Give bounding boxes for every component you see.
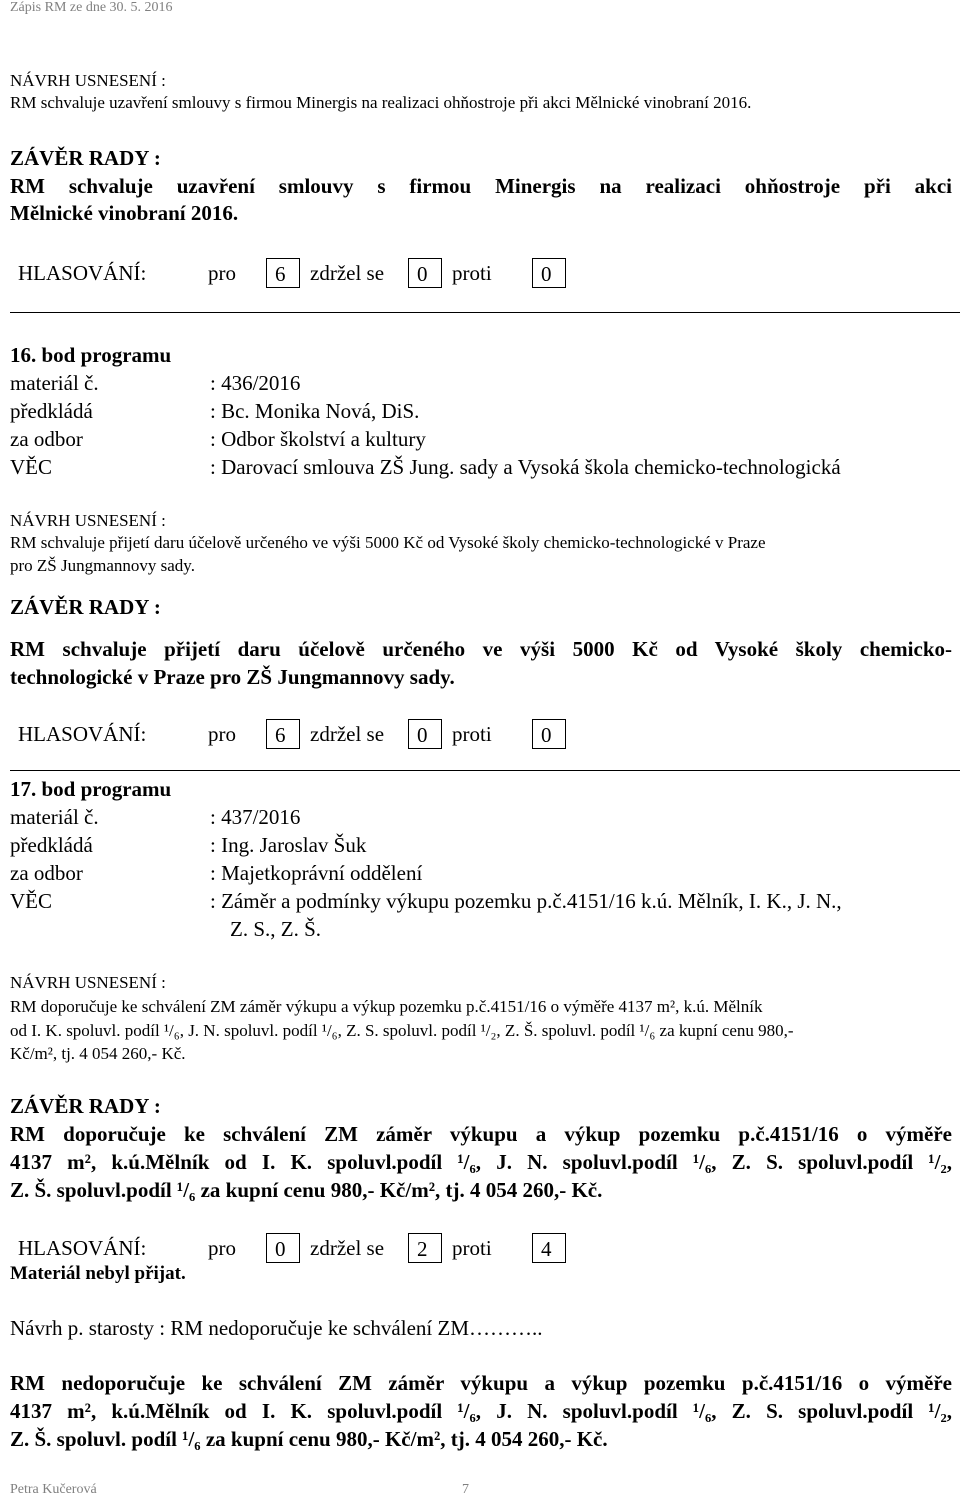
vec-label: VĚC xyxy=(10,889,52,913)
bod-programu-title: 17. bod programu xyxy=(10,777,172,801)
zaver-rady-text: Z. Š. spoluvl.podíl ¹/₆ za kupní cenu 980,- Kč/m², tj. 4 054 260,- Kč. xyxy=(10,1178,603,1202)
navrh-usneseni-text: od I. K. spoluvl. podíl ¹/₆, J. N. spoluvl. podíl ¹/₆, Z. S. spoluvl. podíl ¹/₂, Z. Š. spoluvl. podíl ¹/₆ za kupní cenu 980,- xyxy=(10,1021,794,1040)
pro-label: pro xyxy=(208,722,236,747)
proti-label: proti xyxy=(452,1236,492,1261)
zdrzel-count: 2 xyxy=(408,1233,442,1263)
final-usneseni-text: RM nedoporučuje ke schválení ZM záměr výkupu a výkup pozemku p.č.4151/16 o výměře xyxy=(10,1371,952,1395)
zaodbor-label: za odbor xyxy=(10,427,83,451)
zaver-rady-label: ZÁVĚR RADY : xyxy=(10,595,161,619)
navrh-usneseni-label: NÁVRH USNESENÍ : xyxy=(10,511,166,530)
pro-count: 6 xyxy=(266,719,300,749)
zdrzel-count: 0 xyxy=(408,258,442,288)
final-usneseni-text: Z. Š. spoluvl. podíl ¹/₆ za kupní cenu 980,- Kč/m², tj. 4 054 260,- Kč. xyxy=(10,1427,608,1451)
hlasovani-label: HLASOVÁNÍ: xyxy=(18,261,147,286)
hlasovani-label: HLASOVÁNÍ: xyxy=(18,1236,147,1261)
navrh-usneseni-text: pro ZŠ Jungmannovy sady. xyxy=(10,556,195,575)
pro-count: 0 xyxy=(266,1233,300,1263)
proti-count: 0 xyxy=(532,258,566,288)
hlasovani-row xyxy=(18,1230,566,1264)
vec-label: VĚC xyxy=(10,455,52,479)
zaver-rady-text: 4137 m², k.ú.Mělník od I. K. spoluvl.podíl ¹/₆, J. N. spoluvl.podíl ¹/₆, Z. S. spoluvl.podíl ¹/₂, xyxy=(10,1150,952,1174)
zaver-rady-label: ZÁVĚR RADY : xyxy=(10,146,161,170)
predklada-label: předkládá xyxy=(10,833,93,857)
pro-count: 6 xyxy=(266,258,300,288)
footer-author: Petra Kučerová xyxy=(10,1482,97,1497)
page-header: Zápis RM ze dne 30. 5. 2016 xyxy=(10,0,173,15)
proti-label: proti xyxy=(452,722,492,747)
final-usneseni-text: 4137 m², k.ú.Mělník od I. K. spoluvl.podíl ¹/₆, J. N. spoluvl.podíl ¹/₆, Z. S. spoluvl.podíl ¹/₂, xyxy=(10,1399,952,1423)
section-divider xyxy=(10,770,960,771)
zdrzel-label: zdržel se xyxy=(310,1236,385,1261)
page-number: 7 xyxy=(462,1482,469,1497)
vec-value: Z. S., Z. Š. xyxy=(230,917,322,941)
material-nebyl-prijat: Materiál nebyl přijat. xyxy=(10,1263,186,1284)
vec-value: : Záměr a podmínky výkupu pozemku p.č.4151/16 k.ú. Mělník, I. K., J. N., xyxy=(210,889,842,913)
zaodbor-value: : Odbor školství a kultury xyxy=(210,427,426,451)
pro-label: pro xyxy=(208,261,236,286)
zaver-rady-text: technologické v Praze pro ZŠ Jungmannovy sady. xyxy=(10,665,455,689)
zdrzel-label: zdržel se xyxy=(310,722,385,747)
navrh-starosty: Návrh p. starosty : RM nedoporučuje ke schválení ZM……….. xyxy=(10,1316,543,1340)
navrh-usneseni-label: NÁVRH USNESENÍ : xyxy=(10,973,166,992)
predklada-value: : Ing. Jaroslav Šuk xyxy=(210,833,367,857)
hlasovani-label: HLASOVÁNÍ: xyxy=(18,722,147,747)
hlasovani-row xyxy=(18,255,566,289)
predklada-label: předkládá xyxy=(10,399,93,423)
navrh-usneseni-text: RM doporučuje ke schválení ZM záměr výkupu a výkup pozemku p.č.4151/16 o výměře 4137 m², k.ú. Mělník xyxy=(10,997,763,1016)
pro-label: pro xyxy=(208,1236,236,1261)
navrh-usneseni-label: NÁVRH USNESENÍ : xyxy=(10,71,166,90)
zdrzel-count: 0 xyxy=(408,719,442,749)
zaodbor-value: : Majetkoprávní oddělení xyxy=(210,861,423,885)
bod-programu-title: 16. bod programu xyxy=(10,343,172,367)
material-label: materiál č. xyxy=(10,371,99,395)
proti-count: 0 xyxy=(532,719,566,749)
zaver-rady-text: RM schvaluje přijetí daru účelově určeného ve výši 5000 Kč od Vysoké školy chemicko- xyxy=(10,637,952,661)
zaver-rady-text: RM doporučuje ke schválení ZM záměr výkupu a výkup pozemku p.č.4151/16 o výměře xyxy=(10,1122,952,1146)
proti-label: proti xyxy=(452,261,492,286)
zaver-rady-text: Mělnické vinobraní 2016. xyxy=(10,201,239,225)
proti-count: 4 xyxy=(532,1233,566,1263)
zaver-rady-text: RM schvaluje uzavření smlouvy s firmou Minergis na realizaci ohňostroje při akci xyxy=(10,174,952,198)
vec-value: : Darovací smlouva ZŠ Jung. sady a Vysoká škola chemicko-technologická xyxy=(210,455,841,479)
predklada-value: : Bc. Monika Nová, DiS. xyxy=(210,399,420,423)
section-divider xyxy=(10,312,960,313)
zdrzel-label: zdržel se xyxy=(310,261,385,286)
material-value: : 436/2016 xyxy=(210,371,301,395)
navrh-usneseni-text: Kč/m², tj. 4 054 260,- Kč. xyxy=(10,1044,186,1063)
material-label: materiál č. xyxy=(10,805,99,829)
navrh-usneseni-text: RM schvaluje uzavření smlouvy s firmou Minergis na realizaci ohňostroje při akci Mělnické vinobraní 2016. xyxy=(10,93,752,112)
material-value: : 437/2016 xyxy=(210,805,301,829)
hlasovani-row xyxy=(18,716,566,750)
zaodbor-label: za odbor xyxy=(10,861,83,885)
navrh-usneseni-text: RM schvaluje přijetí daru účelově určeného ve výši 5000 Kč od Vysoké školy chemicko-technologické v Praze xyxy=(10,533,766,552)
zaver-rady-label: ZÁVĚR RADY : xyxy=(10,1094,161,1118)
